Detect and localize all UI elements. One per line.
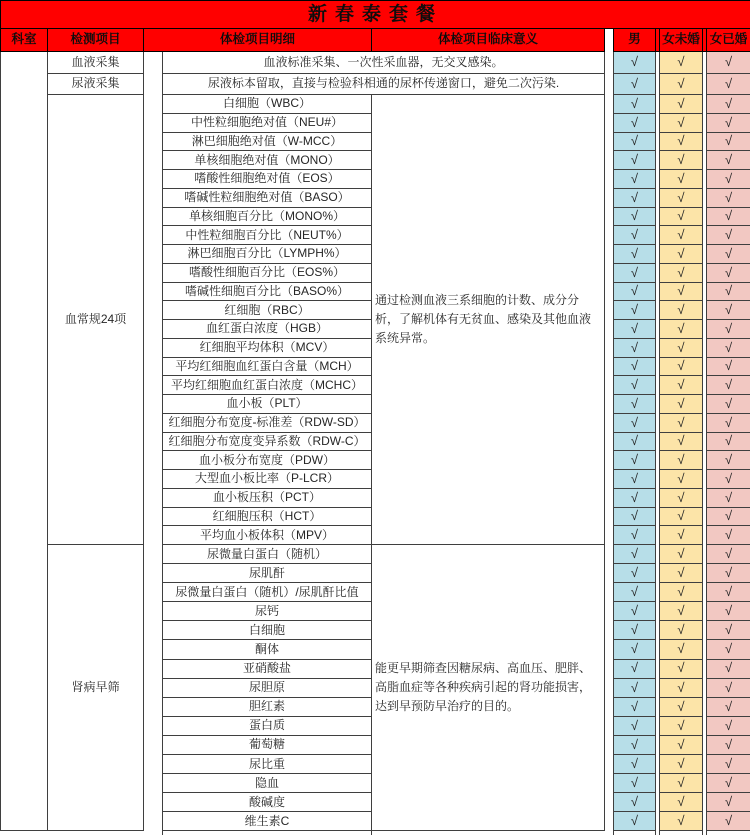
column-spacer — [144, 95, 163, 545]
check-cell-female-unmarried: √ — [660, 226, 703, 245]
check-cell-male: √ — [614, 451, 656, 470]
column-spacer — [605, 621, 614, 640]
column-spacer — [605, 793, 614, 812]
detail-cell: 血小板（PLT） — [163, 395, 372, 414]
table-row — [1, 73, 750, 95]
column-spacer — [605, 73, 614, 95]
column-header-row — [1, 29, 750, 52]
check-cell-female-unmarried: √ — [660, 659, 703, 678]
detail-cell: 单核细胞百分比（MONO%） — [163, 207, 372, 226]
column-spacer — [605, 226, 614, 245]
column-spacer — [605, 774, 614, 793]
check-cell-female-married: √ — [707, 282, 750, 301]
check-cell-male: √ — [614, 245, 656, 264]
check-cell-male: √ — [614, 207, 656, 226]
column-spacer — [605, 583, 614, 602]
check-cell-female-married: √ — [707, 432, 750, 451]
column-spacer — [605, 716, 614, 735]
check-cell-male: √ — [614, 338, 656, 357]
check-cell-male: √ — [614, 376, 656, 395]
check-cell-male: √ — [614, 395, 656, 414]
check-cell-female-unmarried: √ — [660, 170, 703, 189]
check-cell-female-married: √ — [707, 812, 750, 831]
check-cell-male: √ — [614, 793, 656, 812]
check-cell-female-unmarried: √ — [660, 188, 703, 207]
check-cell-male: √ — [614, 564, 656, 583]
detail-cell: 胆红素 — [163, 697, 372, 716]
column-spacer — [605, 301, 614, 320]
check-cell-female-unmarried: √ — [660, 793, 703, 812]
detail-cell: 酮体 — [163, 640, 372, 659]
detail-cell: 嗜酸性细胞绝对值（EOS） — [163, 170, 372, 189]
check-cell-female-married: √ — [707, 113, 750, 132]
check-cell-female-unmarried: √ — [660, 716, 703, 735]
check-cell-female-married: √ — [707, 357, 750, 376]
check-cell-female-unmarried: √ — [660, 95, 703, 114]
column-spacer — [605, 470, 614, 489]
detail-cell: 蛋白质 — [163, 716, 372, 735]
check-cell-male: √ — [614, 488, 656, 507]
detail-cell: 平均红细胞血红蛋白含量（MCH） — [163, 357, 372, 376]
detail-cell: 中性粒细胞百分比（NEUT%） — [163, 226, 372, 245]
check-cell-female-married: √ — [707, 207, 750, 226]
table-body — [1, 52, 750, 835]
check-cell-female-unmarried: √ — [660, 73, 703, 95]
detail-cell: 白细胞 — [163, 621, 372, 640]
check-cell-male: √ — [614, 774, 656, 793]
item-cell: 尿液采集 — [48, 73, 144, 95]
detail-cell: 尿胆原 — [163, 678, 372, 697]
check-cell-male: √ — [614, 263, 656, 282]
col-header-male: 男 — [614, 29, 656, 52]
check-cell-female-unmarried: √ — [660, 812, 703, 831]
check-cell-female-married: √ — [707, 640, 750, 659]
check-cell-female-married: √ — [707, 526, 750, 545]
check-cell-male: √ — [614, 73, 656, 95]
check-cell-male: √ — [614, 301, 656, 320]
column-spacer — [144, 52, 163, 74]
column-spacer — [605, 602, 614, 621]
table-row — [1, 831, 750, 835]
check-cell-female-unmarried: √ — [660, 755, 703, 774]
column-spacer — [605, 432, 614, 451]
check-cell-female-married: √ — [707, 545, 750, 564]
check-cell-female-married: √ — [707, 188, 750, 207]
clinical-cell: 能更早期筛查因糖尿病、高血压、肥胖、高脂血症等各种疾病引起的肾功能损害，达到早预防早治疗的目的。 — [372, 545, 605, 831]
check-cell-female-unmarried: √ — [660, 451, 703, 470]
check-cell-male: √ — [614, 413, 656, 432]
detail-cell: 尿比重 — [163, 755, 372, 774]
sliver-detail-cell — [163, 831, 372, 835]
detail-cell: 红细胞（RBC） — [163, 301, 372, 320]
check-cell-female-unmarried: √ — [660, 113, 703, 132]
check-cell-female-married: √ — [707, 451, 750, 470]
sliver-check-cell — [614, 831, 656, 835]
check-cell-female-unmarried: √ — [660, 320, 703, 339]
check-cell-male: √ — [614, 282, 656, 301]
check-cell-male: √ — [614, 602, 656, 621]
check-cell-male: √ — [614, 151, 656, 170]
check-cell-female-married: √ — [707, 735, 750, 754]
check-cell-female-unmarried: √ — [660, 640, 703, 659]
check-cell-female-unmarried: √ — [660, 432, 703, 451]
header-spacer — [605, 29, 614, 52]
detail-cell: 尿微量白蛋白（随机）/尿肌酐比值 — [163, 583, 372, 602]
sliver-check-cell — [660, 831, 703, 835]
check-cell-female-unmarried: √ — [660, 357, 703, 376]
column-spacer — [605, 640, 614, 659]
check-cell-female-unmarried: √ — [660, 526, 703, 545]
check-cell-male: √ — [614, 716, 656, 735]
column-spacer — [605, 188, 614, 207]
check-cell-female-unmarried: √ — [660, 245, 703, 264]
check-cell-female-married: √ — [707, 52, 750, 74]
check-cell-male: √ — [614, 526, 656, 545]
column-spacer — [144, 73, 163, 95]
detail-cell: 亚硝酸盐 — [163, 659, 372, 678]
detail-cell: 尿肌酐 — [163, 564, 372, 583]
check-cell-female-unmarried: √ — [660, 282, 703, 301]
column-spacer — [605, 735, 614, 754]
detail-cell: 红细胞压积（HCT） — [163, 507, 372, 526]
check-cell-female-unmarried: √ — [660, 602, 703, 621]
check-cell-male: √ — [614, 226, 656, 245]
detail-cell: 维生素C — [163, 812, 372, 831]
check-cell-male: √ — [614, 357, 656, 376]
column-spacer — [605, 320, 614, 339]
column-spacer — [605, 282, 614, 301]
check-cell-female-married: √ — [707, 659, 750, 678]
check-cell-male: √ — [614, 470, 656, 489]
check-cell-female-unmarried: √ — [660, 697, 703, 716]
column-spacer — [605, 812, 614, 831]
column-spacer — [605, 678, 614, 697]
check-cell-female-married: √ — [707, 793, 750, 812]
check-cell-female-unmarried: √ — [660, 376, 703, 395]
check-cell-female-unmarried: √ — [660, 207, 703, 226]
sliver-check-cell — [707, 831, 750, 835]
check-cell-female-married: √ — [707, 245, 750, 264]
check-cell-female-married: √ — [707, 376, 750, 395]
detail-cell: 嗜碱性细胞百分比（BASO%） — [163, 282, 372, 301]
col-header-detail: 体检项目明细 — [144, 29, 372, 52]
col-header-dept: 科室 — [1, 29, 48, 52]
table-row — [1, 52, 750, 74]
check-cell-female-married: √ — [707, 395, 750, 414]
detail-cell: 尿微量白蛋白（随机） — [163, 545, 372, 564]
column-spacer — [605, 413, 614, 432]
table-row — [1, 545, 750, 564]
check-cell-female-married: √ — [707, 320, 750, 339]
detail-cell: 血小板压积（PCT） — [163, 488, 372, 507]
col-header-clinical: 体检项目临床意义 — [372, 29, 605, 52]
column-spacer — [605, 697, 614, 716]
column-spacer — [605, 207, 614, 226]
check-cell-male: √ — [614, 735, 656, 754]
check-cell-female-unmarried: √ — [660, 678, 703, 697]
detail-cell: 淋巴细胞绝对值（W-MCC） — [163, 132, 372, 151]
sliver-cell — [372, 831, 605, 835]
check-cell-female-married: √ — [707, 621, 750, 640]
detail-cell: 白细胞（WBC） — [163, 95, 372, 114]
clinical-cell: 通过检测血液三系细胞的计数、成分分析，了解机体有无贫血、感染及其他血液系统异常。 — [372, 95, 605, 545]
detail-cell: 酸碱度 — [163, 793, 372, 812]
detail-cell: 红细胞分布宽度-标准差（RDW-SD） — [163, 413, 372, 432]
detail-cell: 单核细胞绝对值（MONO） — [163, 151, 372, 170]
detail-cell: 淋巴细胞百分比（LYMPH%） — [163, 245, 372, 264]
check-cell-male: √ — [614, 170, 656, 189]
check-cell-female-married: √ — [707, 170, 750, 189]
column-spacer — [605, 95, 614, 114]
check-cell-female-unmarried: √ — [660, 301, 703, 320]
check-cell-female-married: √ — [707, 95, 750, 114]
detail-cell: 血小板分布宽度（PDW） — [163, 451, 372, 470]
check-cell-male: √ — [614, 659, 656, 678]
column-spacer — [605, 170, 614, 189]
check-cell-female-married: √ — [707, 132, 750, 151]
check-cell-female-married: √ — [707, 151, 750, 170]
check-cell-female-unmarried: √ — [660, 774, 703, 793]
column-spacer — [605, 451, 614, 470]
note-cell: 尿液标本留取，直接与检验科相通的尿杯传递窗口，避免二次污染. — [163, 73, 605, 95]
check-cell-female-married: √ — [707, 413, 750, 432]
check-cell-male: √ — [614, 52, 656, 74]
check-cell-female-unmarried: √ — [660, 735, 703, 754]
check-cell-female-married: √ — [707, 678, 750, 697]
detail-cell: 血红蛋白浓度（HGB） — [163, 320, 372, 339]
col-header-female-unmarried: 女未婚 — [660, 29, 703, 52]
check-cell-male: √ — [614, 95, 656, 114]
check-cell-female-married: √ — [707, 755, 750, 774]
check-cell-male: √ — [614, 583, 656, 602]
check-cell-male: √ — [614, 188, 656, 207]
check-cell-male: √ — [614, 812, 656, 831]
check-cell-female-unmarried: √ — [660, 338, 703, 357]
column-spacer — [605, 659, 614, 678]
column-spacer — [144, 545, 163, 831]
check-cell-male: √ — [614, 507, 656, 526]
column-spacer — [605, 151, 614, 170]
note-cell: 血液标准采集、一次性采血器，无交叉感染。 — [163, 52, 605, 74]
detail-cell: 平均红细胞血红蛋白浓度（MCHC） — [163, 376, 372, 395]
check-cell-male: √ — [614, 113, 656, 132]
check-cell-female-unmarried: √ — [660, 470, 703, 489]
check-cell-female-married: √ — [707, 338, 750, 357]
dept-cell — [1, 52, 48, 831]
check-cell-female-unmarried: √ — [660, 151, 703, 170]
detail-cell: 隐血 — [163, 774, 372, 793]
column-spacer — [605, 245, 614, 264]
check-cell-female-married: √ — [707, 564, 750, 583]
column-spacer — [605, 564, 614, 583]
check-cell-female-married: √ — [707, 697, 750, 716]
check-cell-female-married: √ — [707, 470, 750, 489]
check-cell-male: √ — [614, 755, 656, 774]
column-spacer — [605, 376, 614, 395]
item-cell: 血常规24项 — [48, 95, 144, 545]
detail-cell: 平均血小板体积（MPV） — [163, 526, 372, 545]
check-cell-female-married: √ — [707, 301, 750, 320]
table-row — [1, 95, 750, 114]
check-cell-female-unmarried: √ — [660, 413, 703, 432]
column-spacer — [605, 395, 614, 414]
check-cell-female-unmarried: √ — [660, 621, 703, 640]
detail-cell: 葡萄糖 — [163, 735, 372, 754]
check-cell-female-married: √ — [707, 263, 750, 282]
check-cell-female-married: √ — [707, 73, 750, 95]
detail-cell: 嗜酸性细胞百分比（EOS%） — [163, 263, 372, 282]
column-spacer — [605, 113, 614, 132]
column-spacer — [605, 132, 614, 151]
check-cell-female-married: √ — [707, 488, 750, 507]
check-cell-female-married: √ — [707, 774, 750, 793]
page-title: 新春泰套餐 — [1, 1, 750, 29]
check-cell-male: √ — [614, 320, 656, 339]
column-spacer — [605, 488, 614, 507]
check-cell-female-unmarried: √ — [660, 507, 703, 526]
column-spacer — [605, 507, 614, 526]
detail-cell: 红细胞平均体积（MCV） — [163, 338, 372, 357]
check-cell-female-married: √ — [707, 507, 750, 526]
column-spacer — [605, 263, 614, 282]
detail-cell: 红细胞分布宽度变异系数（RDW-C） — [163, 432, 372, 451]
column-spacer — [605, 52, 614, 74]
check-cell-female-unmarried: √ — [660, 395, 703, 414]
sliver-cell — [1, 831, 163, 835]
column-spacer — [605, 338, 614, 357]
check-cell-female-married: √ — [707, 226, 750, 245]
check-cell-male: √ — [614, 640, 656, 659]
check-cell-male: √ — [614, 697, 656, 716]
check-cell-male: √ — [614, 432, 656, 451]
check-cell-male: √ — [614, 621, 656, 640]
check-cell-female-unmarried: √ — [660, 583, 703, 602]
col-header-female-married: 女已婚 — [707, 29, 750, 52]
check-cell-female-unmarried: √ — [660, 52, 703, 74]
check-cell-female-married: √ — [707, 583, 750, 602]
column-spacer — [605, 357, 614, 376]
col-header-item: 检测项目 — [48, 29, 144, 52]
check-cell-female-unmarried: √ — [660, 263, 703, 282]
column-spacer — [605, 526, 614, 545]
item-cell: 血液采集 — [48, 52, 144, 74]
detail-cell: 嗜碱性粒细胞绝对值（BASO） — [163, 188, 372, 207]
check-cell-male: √ — [614, 132, 656, 151]
check-cell-female-unmarried: √ — [660, 488, 703, 507]
check-cell-male: √ — [614, 678, 656, 697]
detail-cell: 尿钙 — [163, 602, 372, 621]
item-cell: 肾病早筛 — [48, 545, 144, 831]
detail-cell: 中性粒细胞绝对值（NEU#） — [163, 113, 372, 132]
check-cell-male: √ — [614, 545, 656, 564]
check-cell-female-unmarried: √ — [660, 564, 703, 583]
title-row — [1, 1, 750, 29]
check-cell-female-married: √ — [707, 716, 750, 735]
detail-cell: 大型血小板比率（P-LCR） — [163, 470, 372, 489]
column-spacer — [605, 831, 614, 835]
check-cell-female-unmarried: √ — [660, 545, 703, 564]
column-spacer — [605, 755, 614, 774]
check-cell-female-married: √ — [707, 602, 750, 621]
check-cell-female-unmarried: √ — [660, 132, 703, 151]
column-spacer — [605, 545, 614, 564]
